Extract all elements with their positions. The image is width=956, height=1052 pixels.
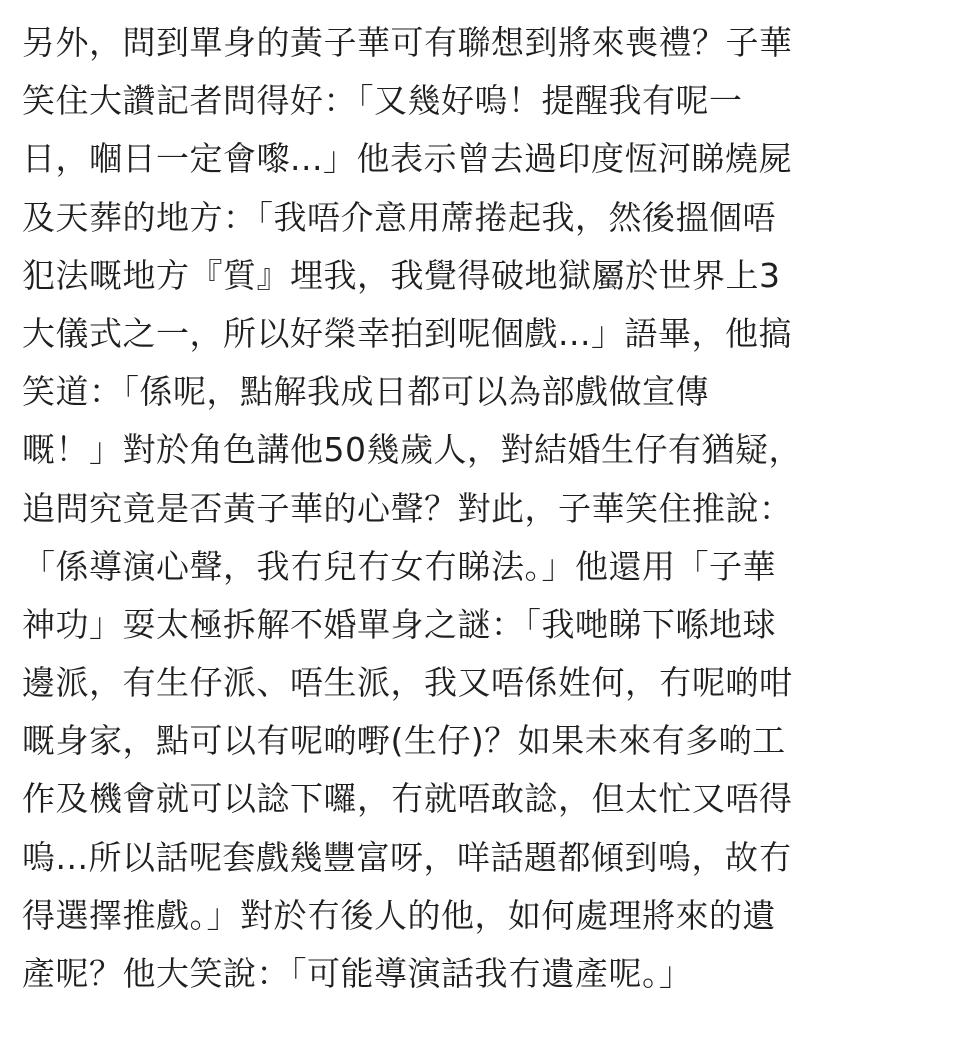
text-line: 「係導演心聲，我冇兒冇女冇睇法。」他還用「子華 [22, 546, 776, 586]
article-body [22, 14, 942, 1003]
text-line: 產呢？他大笑說：「可能導演話我冇遺產呢。」 [22, 954, 693, 993]
text-line: 追問究竟是否黃子華的心聲？對此，子華笑住推說： [22, 488, 793, 528]
text-line: 嘅！」對於角色講他50幾歲人，對結婚生仔有猶疑， [22, 430, 802, 470]
text-line: 作及機會就可以諗下囉，冇就唔敢諗，但太忙又唔得 [22, 779, 793, 819]
text-line: 神功」耍太極拆解不婚單身之謎：「我哋睇下喺地球 [22, 604, 776, 644]
text-line: 嗚...所以話呢套戲幾豐富呀，咩話題都傾到嗚，故冇 [22, 837, 792, 877]
text-line: 犯法嘅地方『質』埋我，我覺得破地獄屬於世界上3 [22, 255, 781, 295]
text-line: 大儀式之一，所以好榮幸拍到呢個戲...」語畢，他搞 [22, 313, 792, 353]
text-line: 邊派，有生仔派、唔生派，我又唔係姓何，冇呢啲咁 [22, 663, 793, 703]
text-line: 嘅身家，點可以有呢啲嘢(生仔)？如果未來有多啲工 [22, 721, 786, 761]
text-line: 得選擇推戲。」對於冇後人的他，如何處理將來的遺 [22, 895, 776, 935]
text-line: 笑住大讚記者問得好：「又幾好嗚！提醒我有呢一 [22, 81, 743, 121]
text-line: 及天葬的地方：「我唔介意用蓆捲起我，然後搵個唔 [22, 197, 776, 237]
text-line: 笑道：「係呢，點解我成日都可以為部戲做宣傳 [22, 372, 709, 412]
text-line: 另外，問到單身的黃子華可有聯想到將來喪禮？子華 [22, 23, 793, 62]
text-line: 日，嗰日一定會嚟...」他表示曾去過印度恆河睇燒屍 [22, 139, 792, 179]
